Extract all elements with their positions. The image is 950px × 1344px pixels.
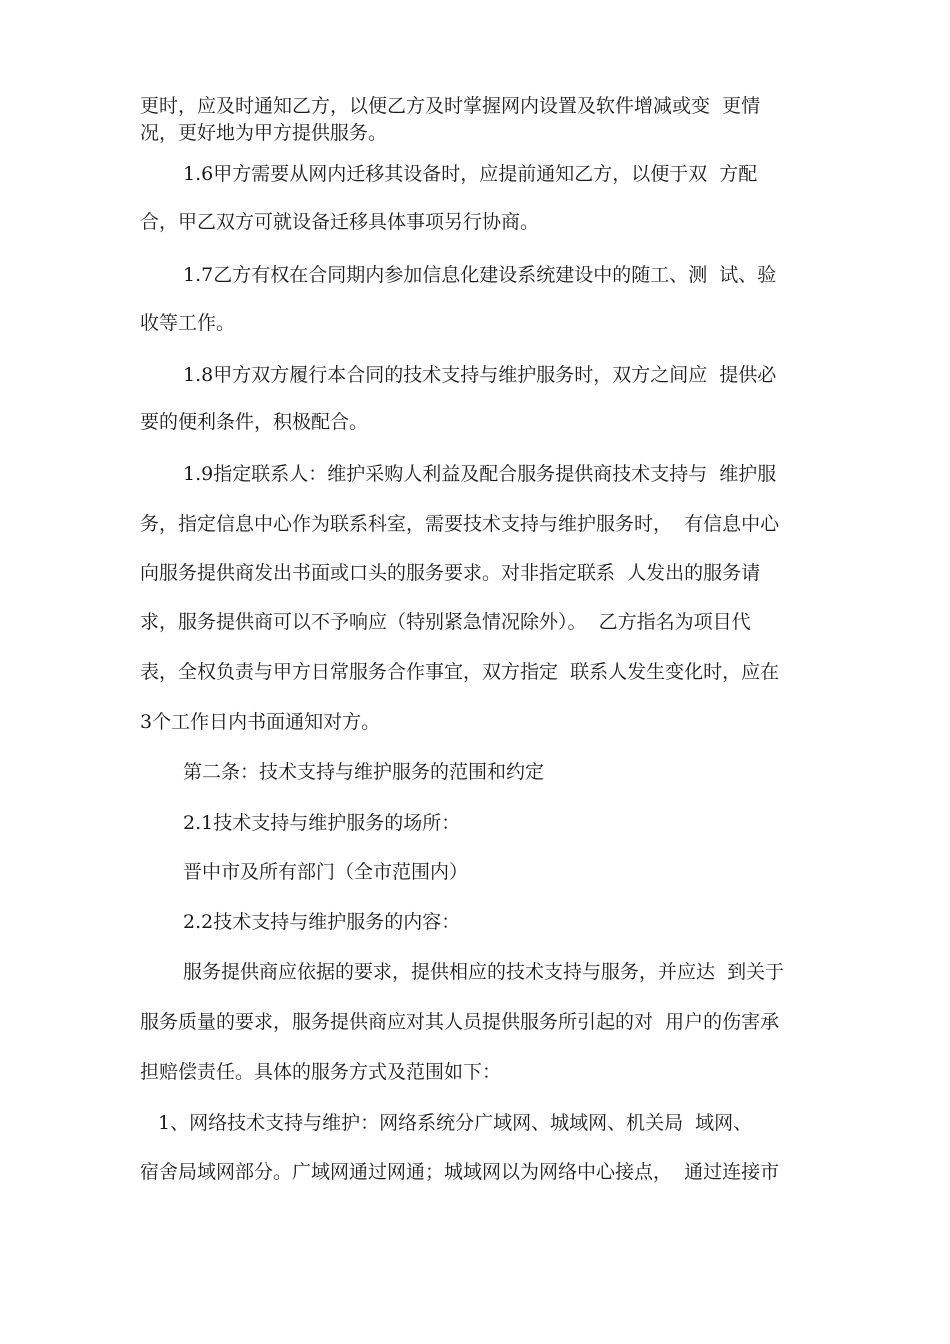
section-heading: 第二条：技术支持与维护服务的范围和约定 [183,761,545,783]
text-line: 务，指定信息中心作为联系科室，需要技术支持与维护服务时， 有信息中心 [140,513,780,535]
text-line: 1、网络技术支持与维护：网络系统分广域网、城域网、机关局 域网、 [158,1112,753,1134]
text-line: 求，服务提供商可以不予响应（特别紧急情况除外）。 乙方指名为项目代 [140,611,751,633]
text-line: 表，全权负责与甲方日常服务合作事宜，双方指定 联系人发生变化时，应在 [140,661,780,683]
text-line: 2.2技术支持与维护服务的内容： [183,911,461,933]
text-line: 宿舍局域网部分。广域网通过网通；城域网以为网络中心接点， 通过连接市 [140,1161,780,1183]
text-line: 1.8甲方双方履行本合同的技术支持与维护服务时，双方之间应 提供必 [183,364,777,386]
text-line: 1.9指定联系人：维护采购人利益及配合服务提供商技术支持与 维护服 [183,463,777,485]
text-line: 收等工作。 [140,312,236,334]
text-line: 向服务提供商发出书面或口头的服务要求。对非指定联系 人发出的服务请 [140,562,761,584]
text-line: 1.6甲方需要从网内迁移其设备时，应提前通知乙方，以便于双 方配 [183,163,758,185]
text-line: 服务提供商应依据的要求，提供相应的技术支持与服务，并应达 到关于 [183,961,785,983]
text-line: 服务质量的要求，服务提供商应对其人员提供服务所引起的对 用户的伤害承 [140,1011,780,1033]
text-line: 2.1技术支持与维护服务的场所： [183,812,461,834]
text-line: 要的便利条件，积极配合。 [140,411,369,433]
text-line: 晋中市及所有部门（全市范围内） [183,861,469,883]
text-line: 3个工作日内书面通知对方。 [140,711,381,733]
text-line: 更时，应及时通知乙方，以便乙方及时掌握网内设置及软件增减或变 更情 [140,95,761,117]
text-line: 况，更好地为甲方提供服务。 [140,122,388,144]
text-line: 担赔偿责任。具体的服务方式及范围如下： [140,1061,502,1083]
text-line: 合，甲乙双方可就设备迁移具体事项另行协商。 [140,211,540,233]
text-line: 1.7乙方有权在合同期内参加信息化建设系统建设中的随工、测 试、验 [183,264,777,286]
